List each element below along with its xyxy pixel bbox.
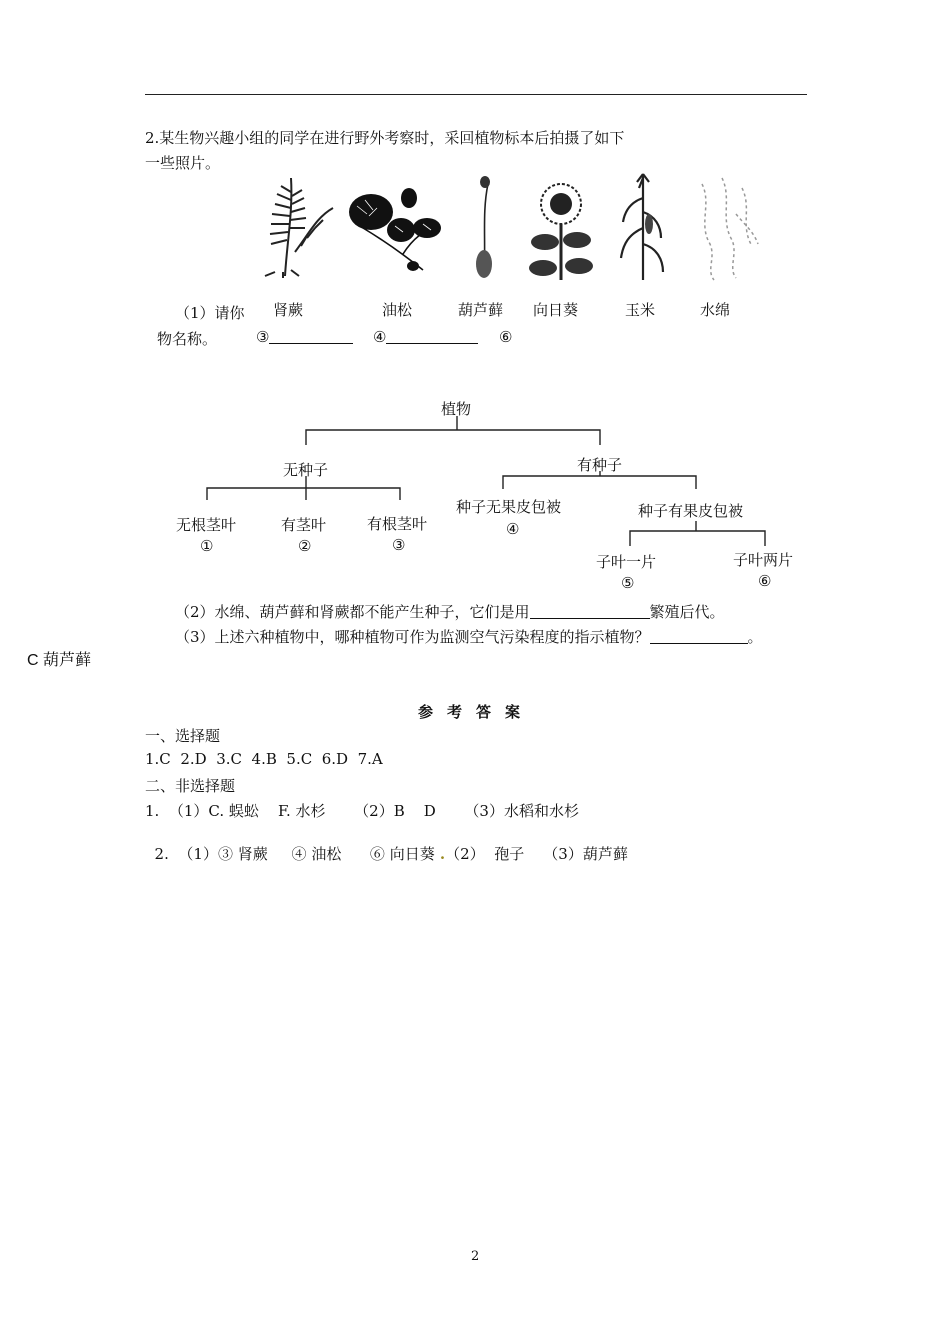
- tree-mark-3: ③: [392, 536, 406, 554]
- answer-blank-sub3[interactable]: [650, 629, 748, 644]
- answers-line-2: [145, 825, 628, 864]
- answers-title: 参考答案: [418, 703, 535, 721]
- plant-label-corn: 玉米: [625, 301, 656, 319]
- answer-blank-sub2[interactable]: [530, 604, 650, 619]
- sub1-line2-label: 物名称。: [157, 330, 218, 348]
- tree-mark-6: ⑥: [758, 572, 772, 590]
- sub3-text: （3）上述六种植物中，哪种植物可作为监测空气污染程度的指示植物？: [175, 628, 650, 646]
- tree-node-6: 子叶两片: [733, 551, 794, 569]
- answers-line-2b: （2） 孢子 （3）葫芦藓: [445, 845, 628, 863]
- stray-answer-text: C 葫芦藓: [27, 652, 92, 669]
- sub1-mark-4: ④: [373, 328, 387, 346]
- sub2-question: [175, 601, 725, 622]
- tree-has-seed: 有种子: [577, 456, 623, 474]
- tree-no-seed: 无种子: [283, 461, 329, 479]
- tree-node-3: 有根茎叶: [367, 515, 428, 533]
- q2-intro-line1: 2.某生物兴趣小组的同学在进行野外考察时，采回植物标本后拍摄了如下: [145, 129, 625, 147]
- tree-mark-5: ⑤: [621, 574, 635, 592]
- classification-tree-lines: [0, 0, 950, 620]
- tree-node-5-parent: 种子有果皮包被: [638, 502, 744, 520]
- sub1-mark-6: ⑥: [499, 328, 513, 346]
- tree-mark-1: ①: [200, 537, 214, 555]
- answers-section-1: 一、选择题: [145, 727, 221, 745]
- plant-label-spirogyra: 水绵: [700, 301, 731, 319]
- q2-intro-line2: 一些照片。: [145, 154, 221, 172]
- sub3-question: [175, 626, 763, 647]
- answers-section-1-line: 1.C 2.D 3.C 4.B 5.C 6.D 7.A: [145, 750, 383, 768]
- sub1-prefix: （1）请你: [175, 304, 245, 322]
- sub3-end: 。: [747, 628, 763, 646]
- tree-node-1: 无根茎叶: [176, 516, 237, 534]
- tree-node-2: 有茎叶: [281, 516, 327, 534]
- tree-mark-4: ④: [506, 520, 520, 538]
- answers-line-2a: 2. （1）③ 肾蕨 ④ 油松 ⑥ 向日葵: [154, 845, 435, 863]
- tree-node-5: 子叶一片: [596, 553, 657, 571]
- tree-node-4: 种子无果皮包被: [456, 498, 562, 516]
- plant-label-pine: 油松: [382, 301, 413, 319]
- tree-mark-2: ②: [298, 537, 312, 555]
- plant-label-sunflower: 向日葵: [533, 301, 579, 319]
- plant-label-fern: 肾蕨: [273, 301, 304, 319]
- tree-root: 植物: [441, 400, 472, 418]
- answers-dot-mark: .: [434, 845, 446, 863]
- answers-line-1: 1. （1）C. 蜈蚣 F. 水杉 （2）B D （3）水稻和水杉: [145, 802, 579, 820]
- sub2-text: （2）水绵、葫芦藓和肾蕨都不能产生种子，它们是用: [175, 603, 530, 621]
- plant-label-moss: 葫芦藓: [458, 301, 504, 319]
- page-number: 2: [471, 1249, 480, 1264]
- sub2-end: 繁殖后代。: [649, 603, 725, 621]
- sub1-mark-3: ③: [256, 328, 270, 346]
- answers-section-2: 二、非选择题: [145, 777, 236, 795]
